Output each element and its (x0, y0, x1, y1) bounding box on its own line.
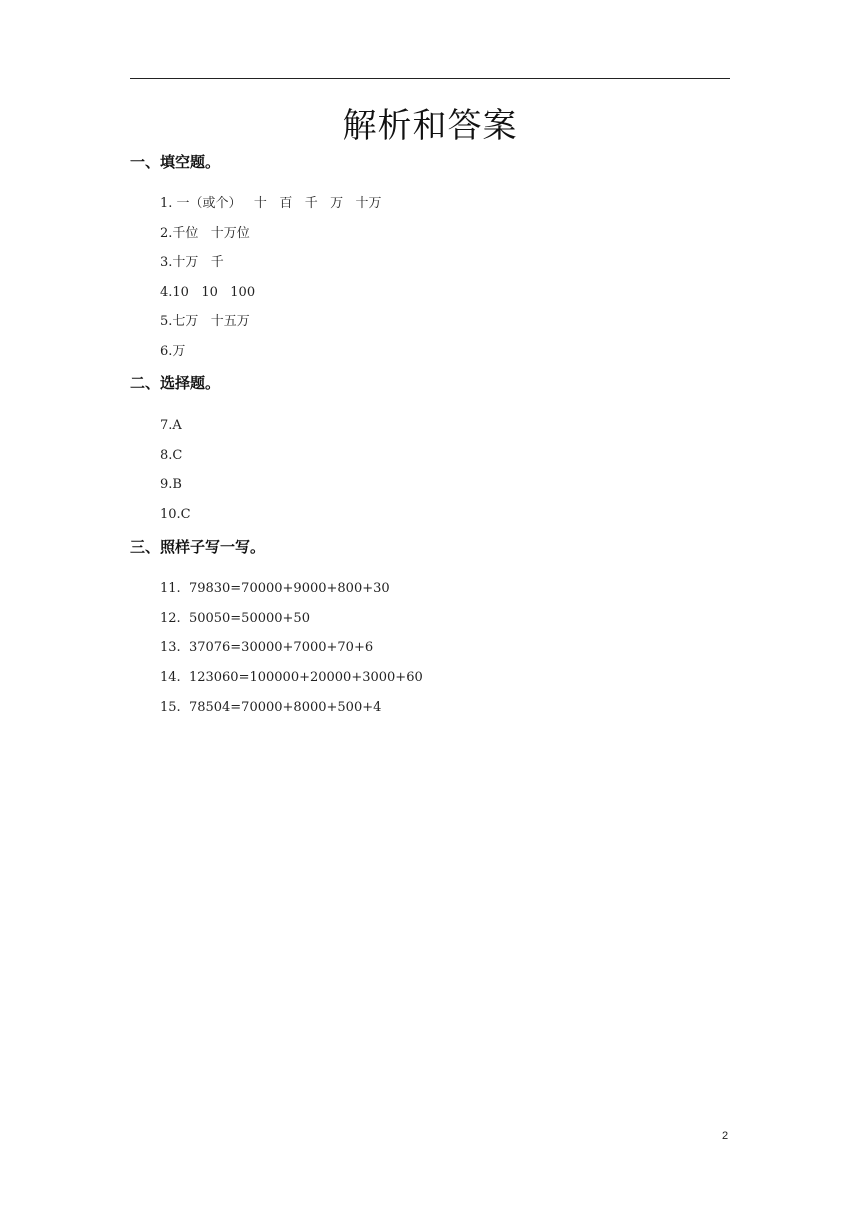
page-number: 2 (722, 1130, 729, 1142)
answer-item-6: 6.万 (160, 344, 186, 359)
answer-item-3: 3.十万 千 (160, 255, 224, 270)
answer-item-11: 11. 79830=70000+9000+800+30 (160, 581, 390, 596)
answer-item-2: 2.千位 十万位 (160, 226, 250, 241)
header-rule (130, 78, 730, 79)
answer-item-7: 7.A (160, 418, 182, 433)
answer-item-5: 5.七万 十五万 (160, 314, 250, 329)
answer-item-4: 4.10 10 100 (160, 285, 256, 300)
answer-item-10: 10.C (160, 507, 191, 522)
section-heading-multiple-choice: 二、选择题。 (130, 374, 221, 392)
section-heading-fill-in: 一、填空题。 (130, 153, 221, 171)
section-heading-write-by-example: 三、照样子写一写。 (130, 538, 266, 556)
answer-item-8: 8.C (160, 448, 183, 463)
answer-item-15: 15. 78504=70000+8000+500+4 (160, 700, 382, 715)
answer-item-9: 9.B (160, 477, 182, 492)
answer-item-12: 12. 50050=50000+50 (160, 611, 310, 626)
page-title: 解析和答案 (342, 106, 518, 146)
answer-item-14: 14. 123060=100000+20000+3000+60 (160, 670, 423, 685)
answer-item-13: 13. 37076=30000+7000+70+6 (160, 640, 374, 655)
answer-item-1: 1. 一（或个） 十 百 千 万 十万 (160, 196, 382, 211)
